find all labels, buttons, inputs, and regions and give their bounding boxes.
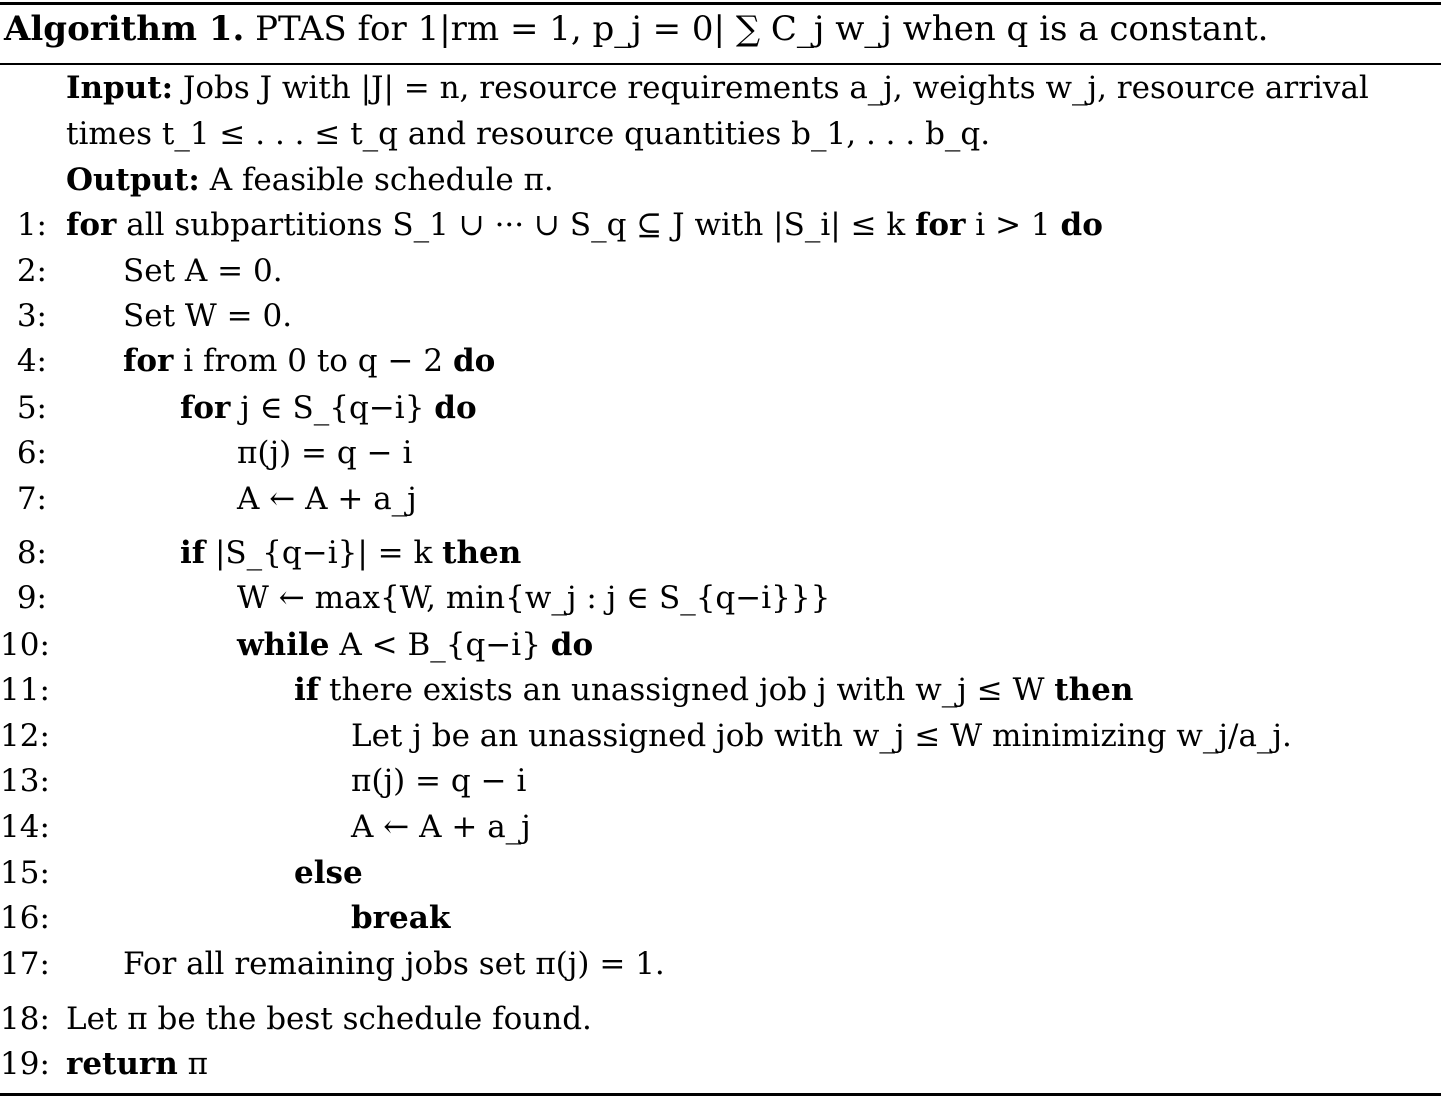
input-label: Input: [66,70,174,106]
algorithm-line [0,207,1441,247]
caption-rule [0,63,1441,65]
line-number: 1: [16,207,47,243]
line-code: For all remaining jobs set π(j) = 1. [123,946,665,982]
algorithm-line [0,298,1441,338]
line-code: Set W = 0. [123,298,293,334]
line-code: W ← max{W, min{w_j : j ∈ S_{q−i}}} [237,580,831,616]
algorithm-line [0,580,1441,620]
line-number: 13: [0,763,50,799]
algorithm-line [0,900,1441,940]
algorithm-line [0,672,1441,712]
line-number: 17: [0,946,50,982]
algorithm-line [0,435,1441,475]
algorithm-line [0,627,1441,667]
output-text: A feasible schedule π. [209,162,554,198]
input-line-1 [66,70,1369,106]
bottom-rule [0,1093,1441,1096]
line-number: 7: [16,481,47,517]
caption-label: Algorithm 1. [4,9,245,49]
line-number: 18: [0,1001,50,1037]
line-code: while A < B_{q−i} do [237,627,594,663]
algorithm-line [0,253,1441,293]
algorithm-line [0,946,1441,986]
line-code: if |S_{q−i}| = k then [180,535,522,571]
line-code: else [294,855,363,891]
caption-text: PTAS for 1|rm = 1, p_j = 0| ∑ C_j w_j when q is a constant. [255,9,1269,49]
line-code: for j ∈ S_{q−i} do [180,390,477,426]
line-number: 11: [0,672,50,708]
algorithm-line [0,343,1441,383]
line-number: 2: [16,253,47,289]
algorithm-line [0,481,1441,521]
algorithm-line [0,718,1441,758]
line-number: 14: [0,809,50,845]
line-code: Set A = 0. [123,253,283,289]
algorithm-line [0,855,1441,895]
line-number: 12: [0,718,50,754]
line-code: for i from 0 to q − 2 do [123,343,496,379]
line-number: 4: [16,343,47,379]
line-code: return π [66,1046,209,1082]
line-code: Let π be the best schedule found. [66,1001,592,1037]
line-code: break [351,900,451,936]
line-number: 19: [0,1046,50,1082]
input-line-2 [66,116,990,152]
line-number: 5: [16,390,47,426]
output-label: Output: [66,162,200,198]
line-number: 15: [0,855,50,891]
line-code: π(j) = q − i [237,435,413,471]
algorithm-line [0,1001,1441,1041]
algorithm-caption [4,9,1268,49]
line-number: 10: [0,627,50,663]
input-text-2: times t_1 ≤ . . . ≤ t_q and resource quantities b_1, . . . b_q. [66,116,991,152]
line-code: for all subpartitions S_1 ∪ ··· ∪ S_q ⊆ J with |S_i| ≤ k for i > 1 do [66,207,1103,243]
top-rule [0,2,1441,5]
line-code: Let j be an unassigned job with w_j ≤ W minimizing w_j/a_j. [351,718,1292,754]
line-number: 3: [16,298,47,334]
algorithm-line [0,390,1441,430]
input-text-1: Jobs J with |J| = n, resource requirements a_j, weights w_j, resource arrival [182,70,1369,106]
algorithm-line [0,535,1441,575]
algorithm-line [0,1046,1441,1086]
line-code: if there exists an unassigned job j with w_j ≤ W then [294,672,1134,708]
line-code: A ← A + a_j [237,481,417,517]
line-code: A ← A + a_j [351,809,531,845]
line-number: 9: [16,580,47,616]
line-number: 8: [16,535,47,571]
line-code: π(j) = q − i [351,763,527,799]
line-number: 6: [16,435,47,471]
output-line [66,162,554,198]
line-number: 16: [0,900,50,936]
algorithm-line [0,809,1441,849]
algorithm-line [0,763,1441,803]
